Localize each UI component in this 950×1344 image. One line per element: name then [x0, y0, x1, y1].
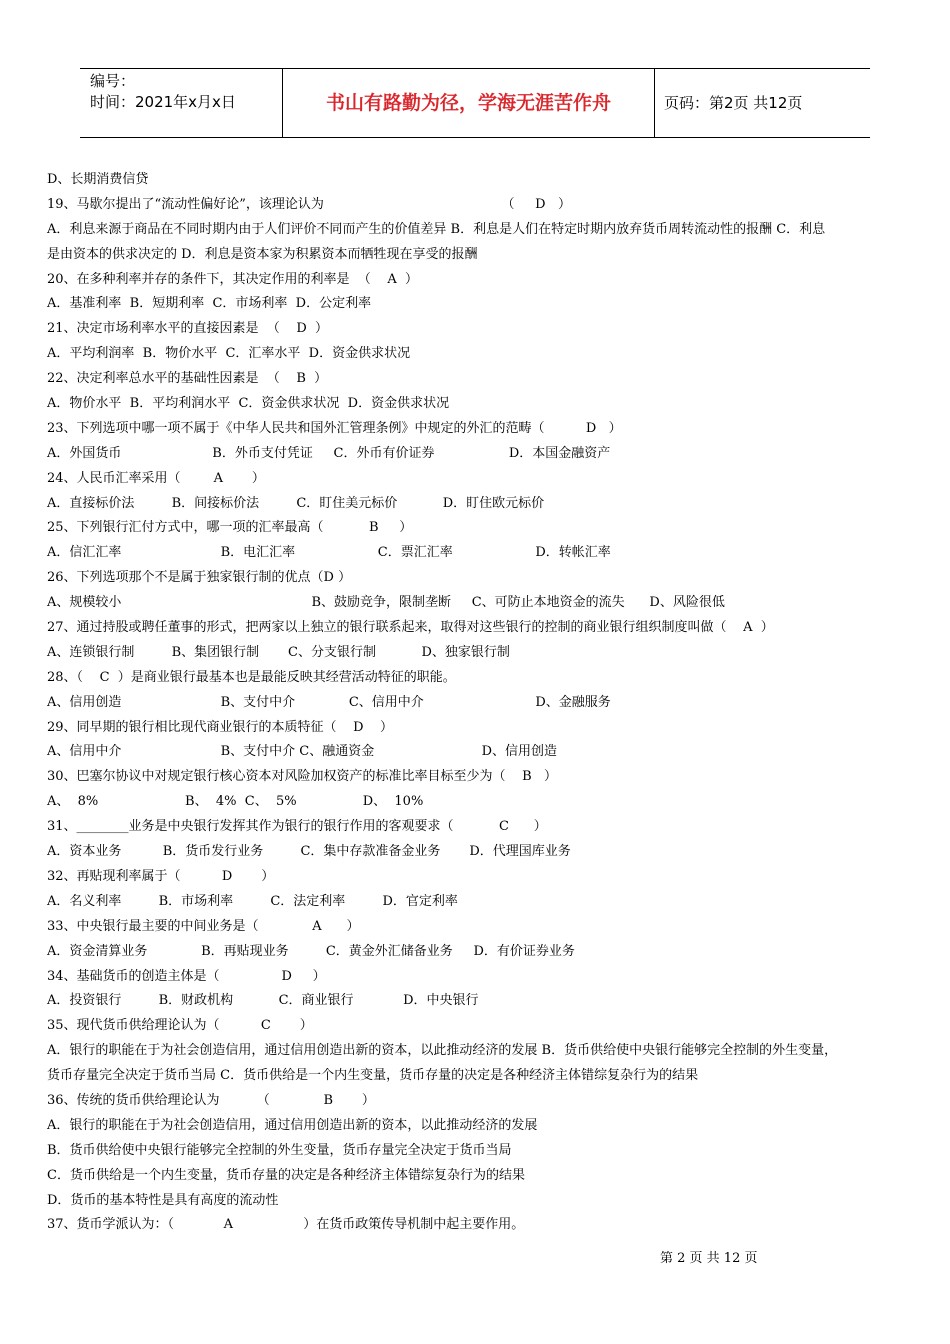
date-label: 时间：2021年x月x日: [90, 93, 236, 111]
text-line: D．货币的基本特性是具有高度的流动性: [47, 1192, 279, 1208]
text-line: 货币存量完全决定于货币当局 C．货币供给是一个内生变量，货币存量的决定是各种经济主体错综复杂行为的结果: [47, 1068, 699, 1084]
text-line: B．货币供给使中央银行能够完全控制的外生变量，货币存量完全决定于货币当局: [47, 1142, 512, 1158]
header-page-info: 页码：第2页 共12页: [664, 94, 803, 112]
text-line: A、信用中介 B、支付中介 C、融通资金 D、信用创造: [47, 744, 558, 760]
text-line: 20、在多种利率并存的条件下，其决定作用的利率是 （ A ）: [47, 271, 418, 287]
text-line: 33、中央银行最主要的中间业务是（ A ）: [47, 918, 360, 934]
text-line: A．资金清算业务 B．再贴现业务 C．黄金外汇储备业务 D．有价证券业务: [47, 943, 575, 959]
text-line: C．货币供给是一个内生变量，货币存量的决定是各种经济主体错综复杂行为的结果: [47, 1167, 525, 1183]
number-label: 编号：: [90, 72, 136, 90]
text-line: A．利息来源于商品在不同时期内由于人们评价不同而产生的价值差异 B．利息是人们在特定时期内放弃货币周转流动性的报酬 C．利息: [47, 221, 826, 237]
text-line: 是由资本的供求决定的 D．利息是资本家为积累资本而牺牲现在享受的报酬: [47, 246, 478, 262]
text-line: 34、基础货币的创造主体是（ D ）: [47, 968, 326, 984]
text-line: A．基准利率 B．短期利率 C．市场利率 D．公定利率: [47, 296, 372, 312]
text-line: A．名义利率 B．市场利率 C．法定利率 D．官定利率: [47, 893, 458, 909]
text-line: 30、巴塞尔协议中对规定银行核心资本对风险加权资产的标准比率目标至少为（ B ）: [47, 769, 558, 785]
text-line: 27、通过持股或聘任董事的形式，把两家以上独立的银行联系起来，取得对这些银行的控制的商业银行组织制度叫做（ A ）: [47, 620, 774, 636]
text-line: A．银行的职能在于为社会创造信用，通过信用创造出新的资本，以此推动经济的发展: [47, 1117, 538, 1133]
header-motto: 书山有路勤为径，学海无涯苦作舟: [282, 69, 655, 137]
text-line: 29、同早期的银行相比现代商业银行的本质特征（ D ）: [47, 719, 394, 735]
text-line: A．信汇汇率 B．电汇汇率 C．票汇汇率 D．转帐汇率: [47, 545, 611, 561]
text-line: A、信用创造 B、支付中介 C、信用中介 D、金融服务: [47, 694, 611, 710]
text-line: 21、决定市场利率水平的直接因素是 （ D ）: [47, 321, 329, 337]
document-body: [47, 168, 915, 1238]
text-line: 35、现代货币供给理论认为（ C ）: [47, 1018, 313, 1034]
text-line: A．资本业务 B．货币发行业务 C．集中存款准备金业务 D．代理国库业务: [47, 844, 571, 860]
text-line: A．银行的职能在于为社会创造信用，通过信用创造出新的资本，以此推动经济的发展 B．货币供给使中央银行能够完全控制的外生变量，: [47, 1043, 838, 1059]
text-line: 37、货币学派认为：（ A ）在货币政策传导机制中起主要作用。: [47, 1217, 525, 1233]
header-meta: [80, 69, 282, 137]
page-footer: 第 2 页 共 12 页: [660, 1251, 758, 1266]
text-line: 19、马歇尔提出了“流动性偏好论”，该理论认为 （ D ）: [47, 196, 572, 212]
text-line: 32、再贴现利率属于（ D ）: [47, 868, 275, 884]
text-line: A．投资银行 B．财政机构 C．商业银行 D．中央银行: [47, 993, 479, 1009]
text-line: A、规模较小 B、鼓励竞争，限制垄断 C、可防止本地资金的流失 D、风险很低: [47, 595, 725, 611]
text-line: A、 8% B、 4% C、 5% D、 10%: [47, 794, 424, 810]
text-line: A．直接标价法 B．间接标价法 C．盯住美元标价 D．盯住欧元标价: [47, 495, 545, 511]
text-line: 26、下列选项那个不是属于独家银行制的优点（D ）: [47, 570, 352, 586]
text-line: 24、人民币汇率采用（ A ）: [47, 470, 265, 486]
text-line: A．平均利润率 B．物价水平 C．汇率水平 D．资金供求状况: [47, 346, 411, 362]
text-line: D、长期消费信贷: [47, 172, 149, 187]
text-line: A．物价水平 B．平均利润水平 C．资金供求状况 D．资金供求状况: [47, 396, 450, 412]
page-header: [80, 68, 870, 138]
text-line: 28、（ C ）是商业银行最基本也是最能反映其经营活动特征的职能。: [47, 669, 456, 685]
text-line: 22、决定利率总水平的基础性因素是 （ B ）: [47, 371, 328, 387]
text-line: 36、传统的货币供给理论认为 （ B ）: [47, 1092, 375, 1108]
text-line: 25、下列银行汇付方式中，哪一项的汇率最高（ B ）: [47, 520, 413, 536]
text-line: A．外国货币 B．外币支付凭证 C．外币有价证券 D．本国金融资产: [47, 445, 611, 461]
text-line: A、连锁银行制 B、集团银行制 C、分支银行制 D、独家银行制: [47, 644, 510, 660]
text-line: 31、________业务是中央银行发挥其作为银行的银行作用的客观要求（ C ）: [47, 819, 547, 835]
text-line: 23、下列选项中哪一项不属于《中华人民共和国外汇管理条例》中规定的外汇的范畴（ D ）: [47, 420, 622, 436]
